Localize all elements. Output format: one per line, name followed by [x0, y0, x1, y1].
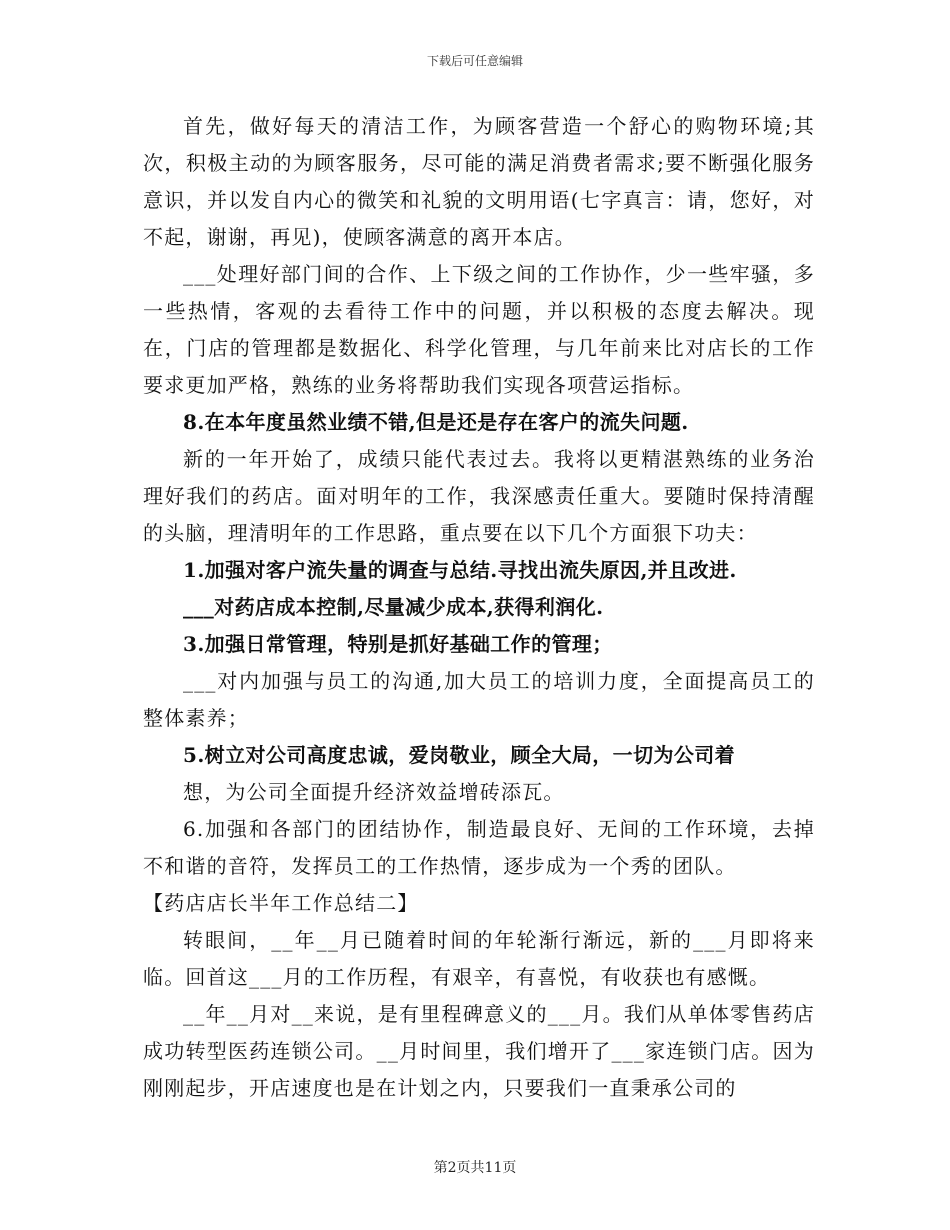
- paragraph-item-5-continued: 想，为公司全面提升经济效益增砖添瓦。: [183, 780, 565, 804]
- paragraph-review: 转眼间，__年__月已随着时间的年轮渐行渐远，新的___月即将来临。回首这___月的工作历程，有艰辛，有喜悦，有收获也有感慨。: [143, 928, 815, 989]
- paragraph-item-1: 1.加强对客户流失量的调查与总结.寻找出流失原因,并且改进.: [183, 558, 737, 582]
- paragraph-item-5: 5.树立对公司高度忠诚，爱岗敬业，顾全大局，一切为公司着: [183, 743, 736, 767]
- paragraph-item-8: 8.在本年度虽然业绩不错,但是还是存在客户的流失问题.: [183, 410, 689, 434]
- paragraph-new-year: 新的一年开始了，成绩只能代表过去。我将以更精湛熟练的业务治理好我们的药店。面对明年的工作，我深感责任重大。要随时保持清醒的头脑，理清明年的工作思路，重点要在以下几个方面狠下功夫：: [143, 447, 815, 545]
- document-body: [143, 108, 815, 1107]
- paragraph-cooperation: ___处理好部门间的合作、上下级之间的工作协作，少一些牢骚，多一些热情，客观的去看待工作中的问题，并以积极的态度去解决。现在，门店的管理都是数据化、科学化管理，与几年前来比对店长的工作要求更加严格，熟练的业务将帮助我们实现各项营运指标。: [143, 262, 815, 397]
- paragraph-item-3: 3.加强日常管理，特别是抓好基础工作的管理；: [183, 632, 613, 656]
- paragraph-item-2: ___对药店成本控制,尽量减少成本,获得利润化.: [183, 595, 604, 619]
- paragraph-milestone: __年__月对__来说，是有里程碑意义的___月。我们从单体零售药店成功转型医药连锁公司。__月时间里，我们增开了___家连锁门店。因为刚刚起步，开店速度也是在计划之内，只要我们一直秉承公司的: [143, 1002, 815, 1100]
- page-footer: 第2页共11页: [433, 1160, 517, 1176]
- paragraph-item-6: 6.加强和各部门的团结协作，制造最良好、无间的工作环境，去掉不和谐的音符，发挥员工的工作热情，逐步成为一个秀的团队。: [143, 817, 815, 878]
- section-heading: 【药店店长半年工作总结二】: [143, 891, 419, 915]
- page-header: 下载后可任意编辑: [426, 54, 523, 68]
- paragraph-cleaning-service: 首先，做好每天的清洁工作，为顾客营造一个舒心的购物环境;其次，积极主动的为顾客服务，尽可能的满足消费者需求;要不断强化服务意识，并以发自内心的微笑和礼貌的文明用语(七字真言：请，您好，对不起，谢谢，再见)，使顾客满意的离开本店。: [143, 114, 815, 249]
- paragraph-item-4: ___对内加强与员工的沟通,加大员工的培训力度，全面提高员工的整体素养；: [143, 669, 815, 730]
